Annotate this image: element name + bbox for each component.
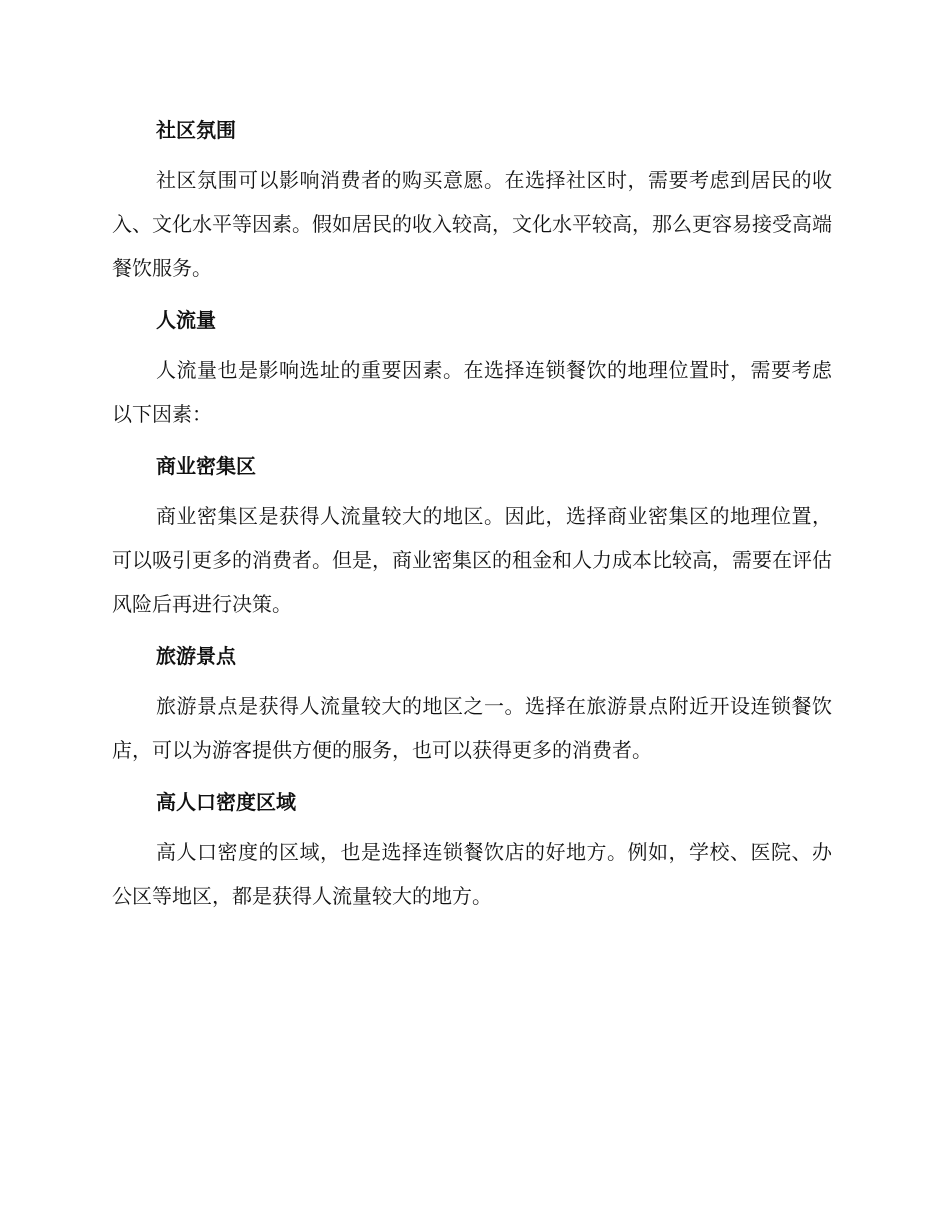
section-heading: 商业密集区	[156, 454, 256, 478]
section-paragraph: 高人口密度的区域，也是选择连锁餐饮店的好地方。例如，学校、医院、办公区等地区，都是获得人流量较大的地方。	[112, 840, 832, 908]
section-paragraph: 人流量也是影响选址的重要因素。在选择连锁餐饮的地理位置时，需要考虑以下因素：	[112, 358, 832, 426]
section-foot-traffic	[112, 300, 832, 436]
section-business-district	[112, 446, 832, 626]
section-paragraph: 旅游景点是获得人流量较大的地区之一。选择在旅游景点附近开设连锁餐饮店，可以为游客提供方便的服务，也可以获得更多的消费者。	[112, 694, 832, 762]
section-heading: 人流量	[156, 308, 216, 332]
section-paragraph: 商业密集区是获得人流量较大的地区。因此，选择商业密集区的地理位置，可以吸引更多的消费者。但是，商业密集区的租金和人力成本比较高，需要在评估风险后再进行决策。	[112, 504, 832, 616]
section-heading: 旅游景点	[156, 644, 236, 668]
section-high-density-area	[112, 782, 832, 918]
document-page	[112, 110, 832, 928]
section-paragraph: 社区氛围可以影响消费者的购买意愿。在选择社区时，需要考虑到居民的收入、文化水平等因素。假如居民的收入较高，文化水平较高，那么更容易接受高端餐饮服务。	[112, 168, 832, 280]
section-heading: 高人口密度区域	[156, 790, 296, 814]
section-heading: 社区氛围	[156, 118, 236, 142]
section-tourist-attractions	[112, 636, 832, 772]
section-community-atmosphere	[112, 110, 832, 290]
